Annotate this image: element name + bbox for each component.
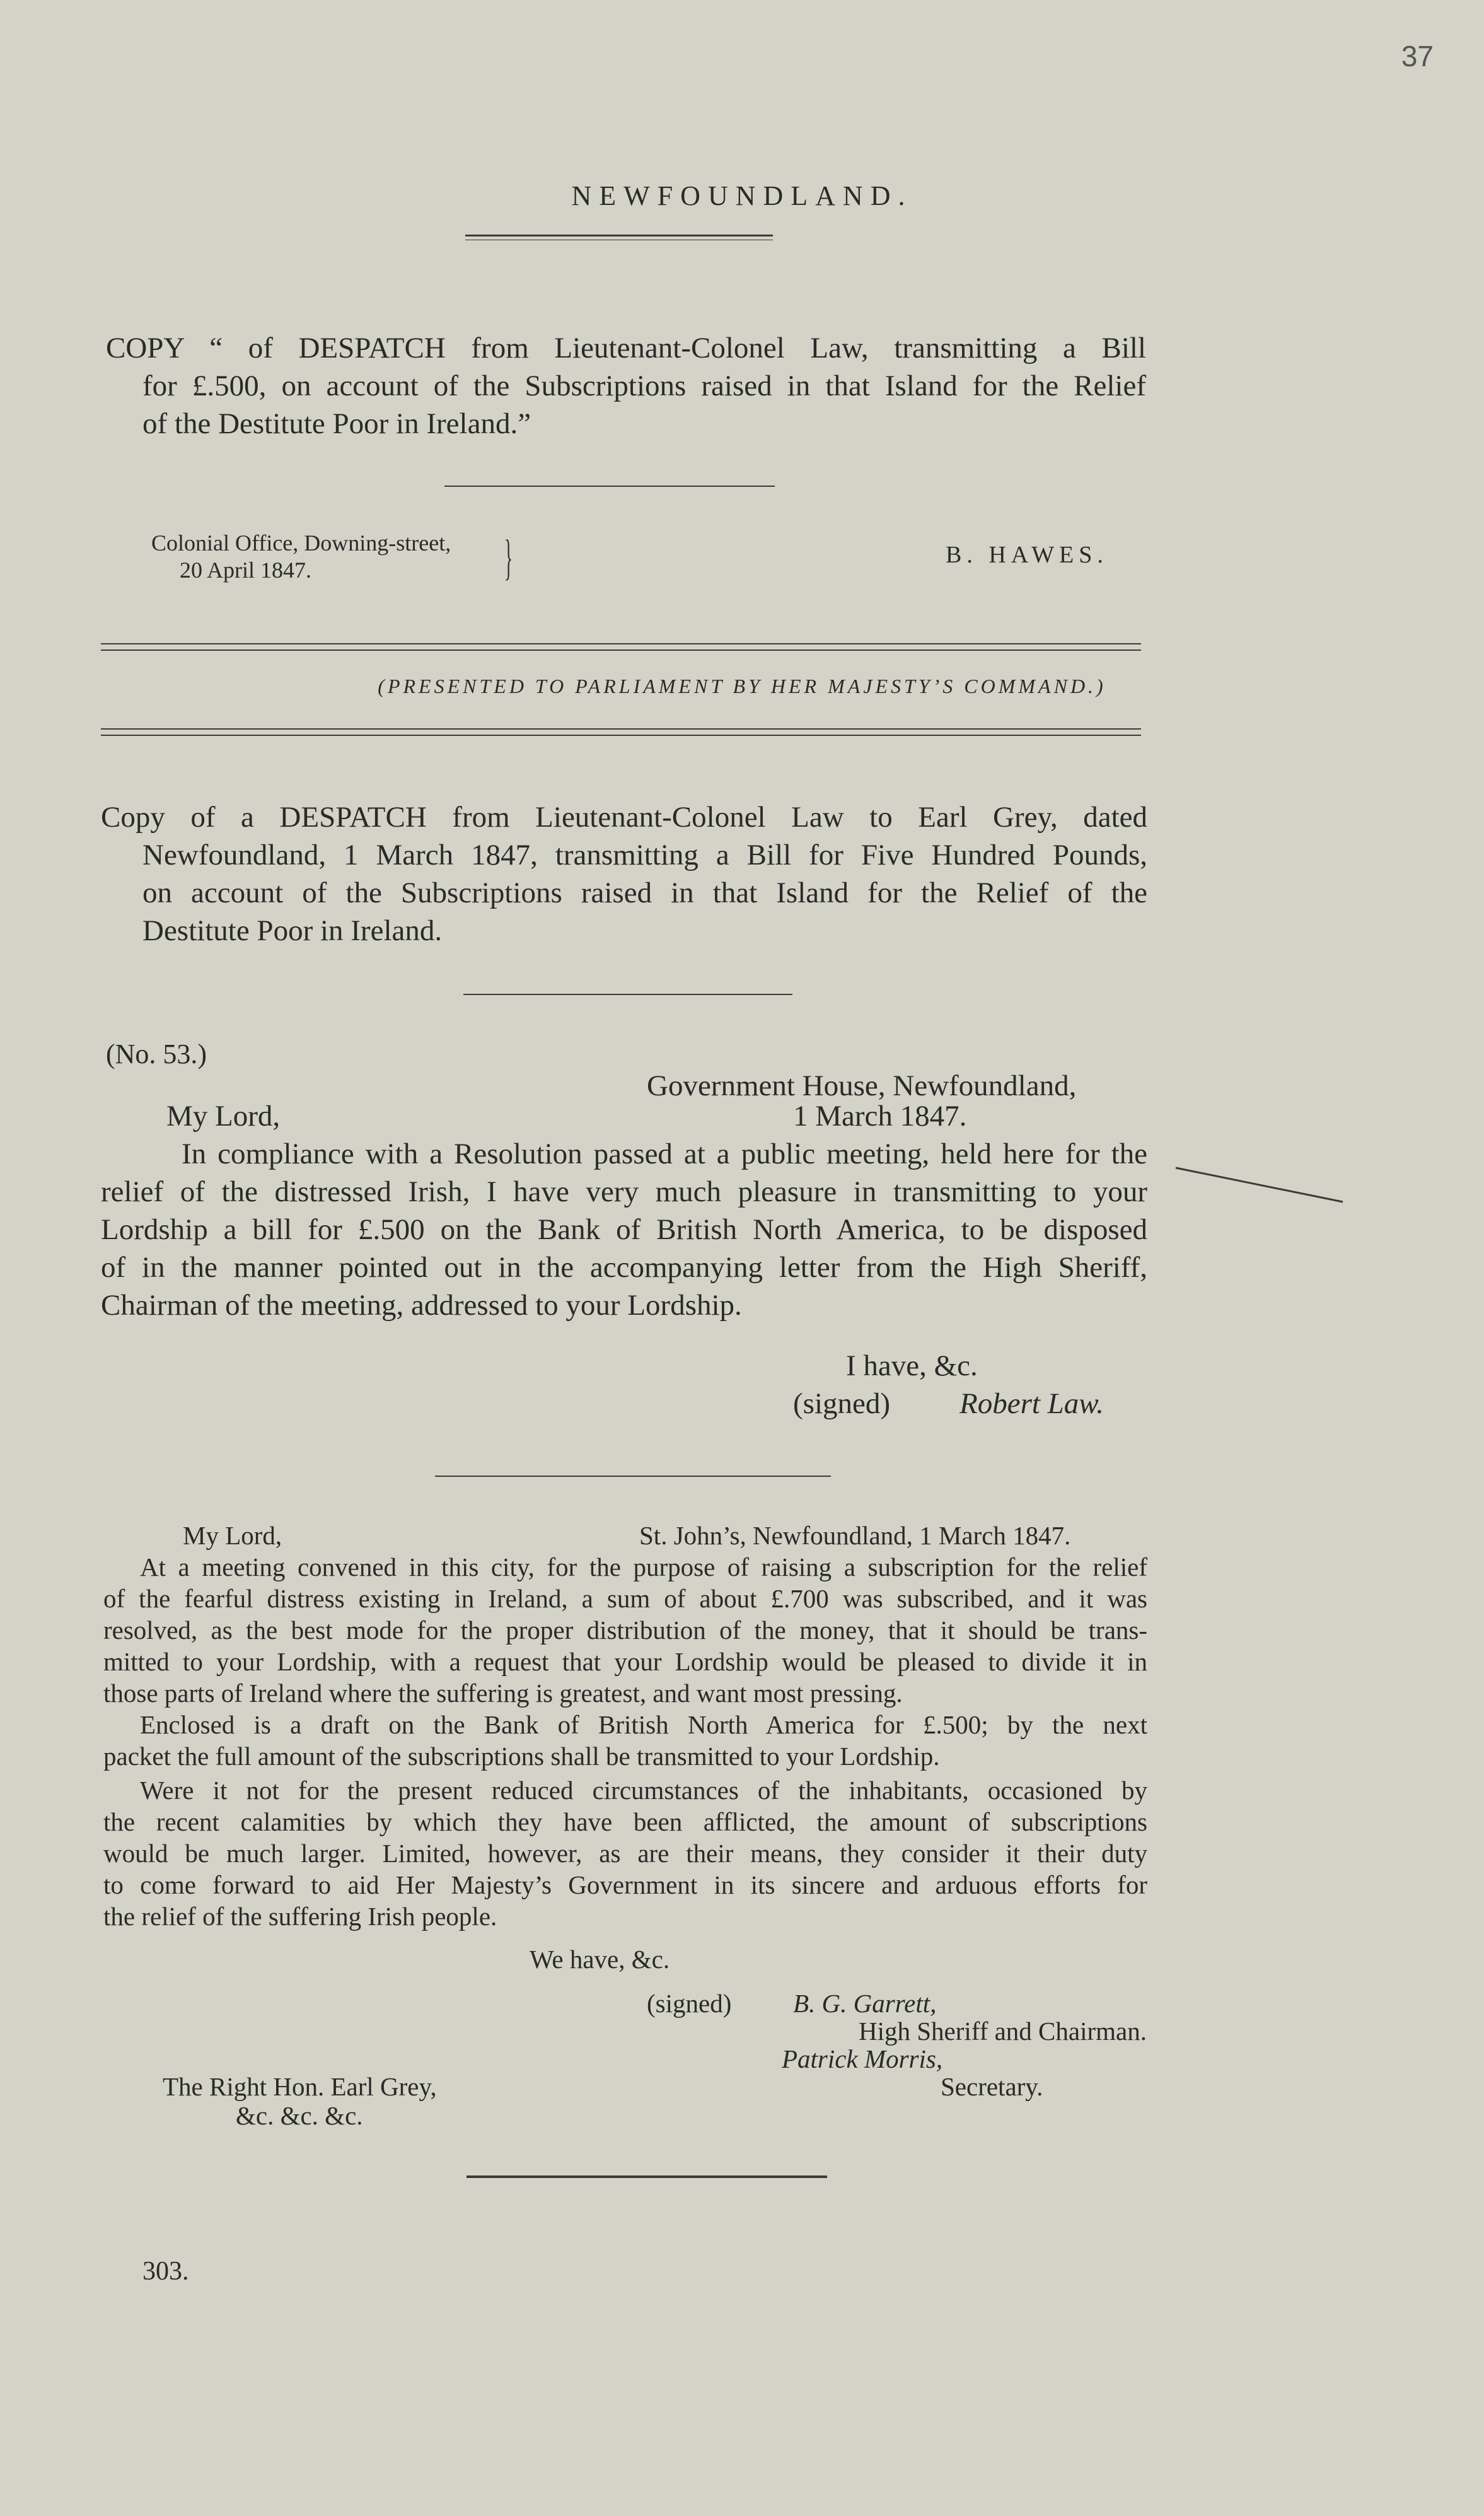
letter2-salutation: My Lord,	[183, 1521, 282, 1550]
letter2-paragraph-1	[103, 1551, 1147, 1709]
letter2-line: the relief of the suffering Irish people.	[103, 1902, 497, 1931]
letter-number: (No. 53.)	[106, 1039, 207, 1069]
signer-morris-title: Secretary.	[941, 2072, 1043, 2101]
signer-morris-name: Patrick Morris,	[782, 2044, 943, 2073]
office-date: 20 April 1847.	[180, 557, 312, 583]
double-rule	[101, 643, 1141, 644]
letter2-paragraph-2	[103, 1709, 1147, 1772]
section-rule	[444, 486, 775, 487]
section-rule	[463, 994, 792, 995]
letter2-signed: (signed)	[647, 1989, 732, 2018]
letter1-body-line: of in the manner pointed out in the accompanying letter from the High Sheriff,	[101, 1251, 1147, 1284]
letter1-body	[101, 1135, 1147, 1324]
letter1-signature: Robert Law.	[959, 1387, 1104, 1420]
despatch-title-line: Destitute Poor in Ireland.	[142, 914, 443, 947]
letter1-closing: I have, &c.	[846, 1349, 978, 1382]
letter2-place-date: St. John’s, Newfoundland, 1 March 1847.	[639, 1521, 1071, 1550]
page-number: 37	[1401, 40, 1434, 73]
letter2-line: of the fearful distress existing in Ireland, a sum of about £.700 was subscribed, and it was	[103, 1584, 1147, 1613]
double-rule	[101, 728, 1141, 730]
section-rule	[435, 1476, 831, 1477]
addressee-line: The Right Hon. Earl Grey,	[163, 2072, 437, 2101]
letter1-signed: (signed)	[793, 1387, 891, 1420]
despatch-title	[101, 798, 1147, 950]
letter2-line: would be much larger. Limited, however, as are their means, they consider it their duty	[103, 1839, 1147, 1868]
brace: }	[504, 530, 513, 585]
letter1-body-line: In compliance with a Resolution passed at a public meeting, held here for the	[182, 1138, 1147, 1170]
letter1-address: Government House, Newfoundland,	[647, 1069, 1077, 1102]
letter2-line: resolved, as the best mode for the proper distribution of the money, that it should be trans-	[103, 1616, 1147, 1645]
despatch-title-line: on account of the Subscriptions raised in that Island for the Relief of the	[142, 877, 1147, 909]
heading-rule	[465, 235, 773, 236]
footer-number: 303.	[142, 2257, 189, 2286]
letter1-body-line: relief of the distressed Irish, I have very much pleasure in transmitting to your	[101, 1175, 1147, 1208]
office-block	[151, 530, 530, 584]
letter2-line: to come forward to aid Her Majesty’s Government in its sincere and arduous efforts for	[103, 1870, 1147, 1899]
letter2-closing: We have, &c.	[530, 1945, 670, 1974]
letter2-line: At a meeting convened in this city, for the purpose of raising a subscription for the relief	[140, 1552, 1147, 1581]
copy-title	[106, 329, 1146, 443]
despatch-title-line: Copy of a DESPATCH from Lieutenant-Colonel Law to Earl Grey, dated	[101, 801, 1147, 834]
letter2-line: Were it not for the present reduced circumstances of the inhabitants, occasioned by	[140, 1776, 1147, 1805]
page-heading: NEWFOUNDLAND.	[571, 180, 913, 211]
closing-rule	[467, 2175, 827, 2178]
copy-title-line: COPY “ of DESPATCH from Lieutenant-Colonel Law, transmitting a Bill	[106, 332, 1146, 364]
letter2-line: the recent calamities by which they have been afflicted, the amount of subscriptions	[103, 1807, 1147, 1836]
signer-garrett-name: B. G. Garrett,	[793, 1989, 937, 2018]
double-rule	[101, 735, 1141, 736]
letter2-paragraph-3	[103, 1774, 1147, 1932]
addressee-line: &c. &c. &c.	[236, 2101, 363, 2130]
signer-hawes: B. HAWES.	[946, 542, 1108, 568]
letter1-body-line: Chairman of the meeting, addressed to your Lordship.	[101, 1289, 742, 1322]
letter2-line: Enclosed is a draft on the Bank of British North America for £.500; by the next	[140, 1710, 1147, 1739]
double-rule	[101, 649, 1141, 651]
letter1-date: 1 March 1847.	[793, 1100, 967, 1133]
presented-note: (PRESENTED TO PARLIAMENT BY HER MAJESTY’S COMMAND.)	[378, 675, 1106, 697]
signer-garrett-title: High Sheriff and Chairman.	[859, 2017, 1147, 2046]
office-address: Colonial Office, Downing-street,	[151, 530, 451, 556]
pen-stroke-mark	[1173, 1160, 1349, 1211]
despatch-title-line: Newfoundland, 1 March 1847, transmitting a Bill for Five Hundred Pounds,	[142, 839, 1147, 871]
letter2-line: packet the full amount of the subscriptions shall be transmitted to your Lordship.	[103, 1742, 940, 1771]
letter2-line: mitted to your Lordship, with a request that your Lordship would be pleased to divide it in	[103, 1647, 1147, 1676]
copy-title-line: of the Destitute Poor in Ireland.”	[142, 407, 531, 440]
letter1-body-line: Lordship a bill for £.500 on the Bank of British North America, to be disposed	[101, 1213, 1147, 1246]
copy-title-line: for £.500, on account of the Subscriptions raised in that Island for the Relief	[142, 370, 1146, 402]
letter1-salutation: My Lord,	[166, 1100, 281, 1133]
letter2-line: those parts of Ireland where the suffering is greatest, and want most pressing.	[103, 1679, 903, 1708]
